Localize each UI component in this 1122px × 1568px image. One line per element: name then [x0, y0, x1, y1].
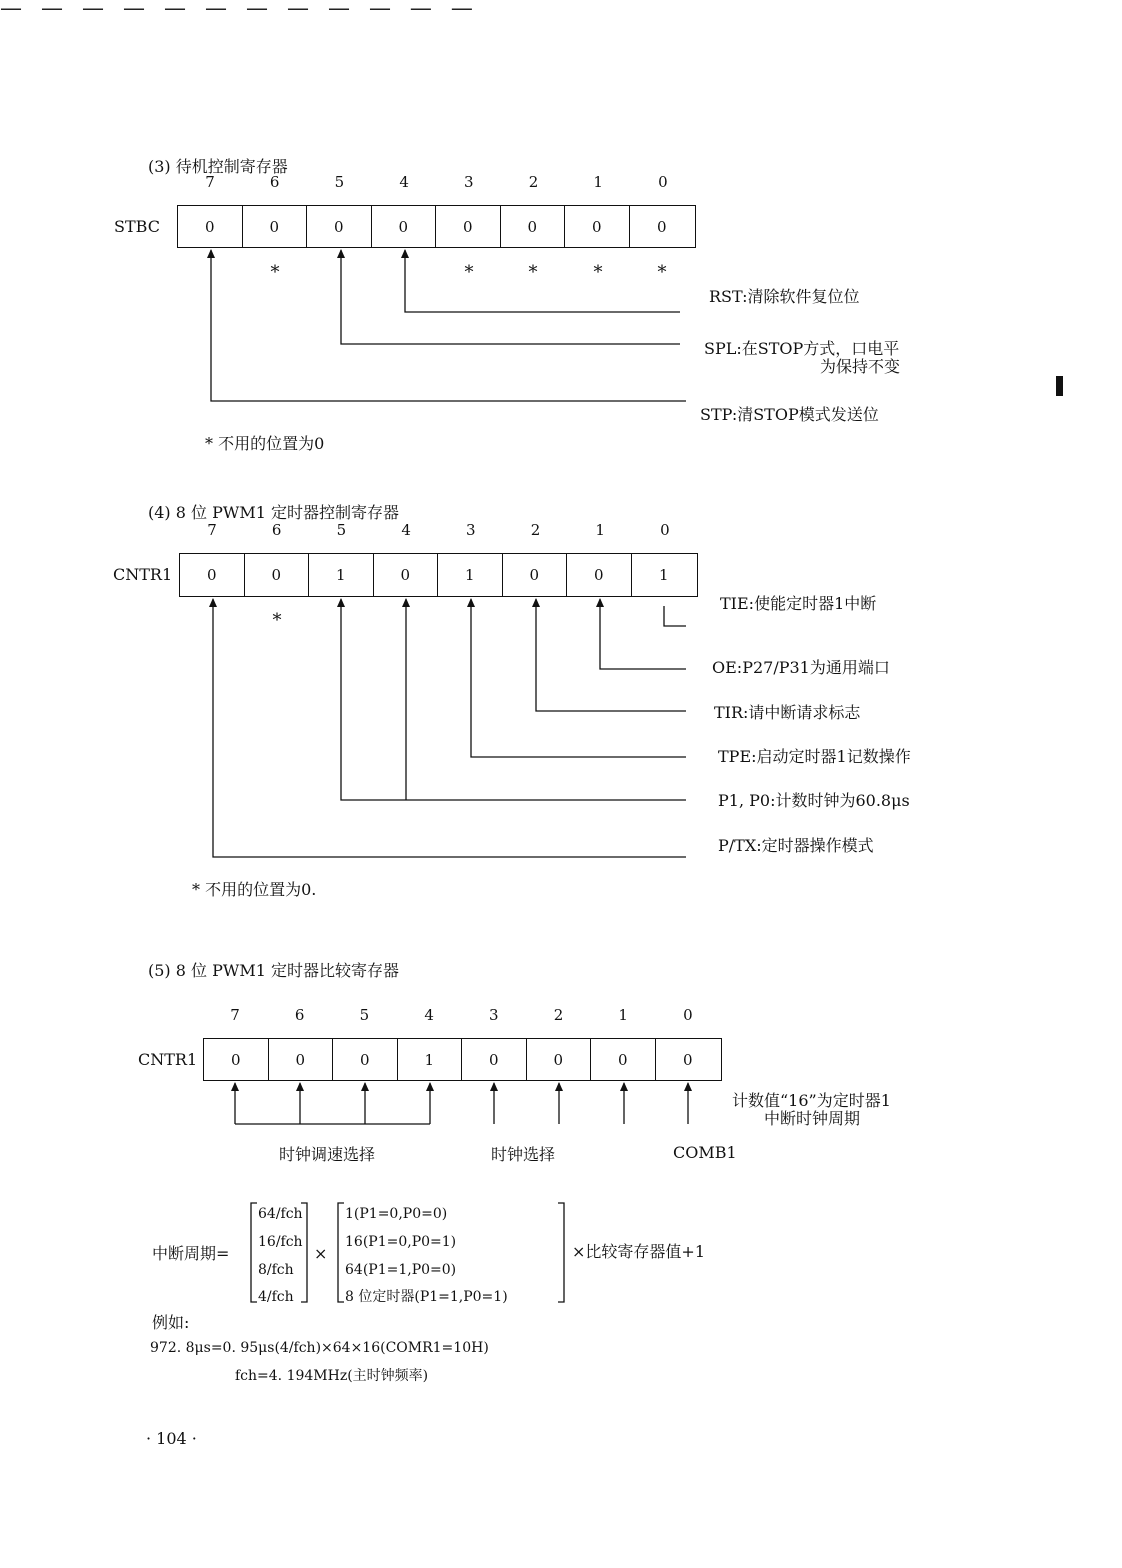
matrix2-row2: 16(P1=0,P0=1): [345, 1234, 457, 1250]
example-label: 例如:: [152, 1313, 190, 1332]
stbc-stp-label: STP:清STOP模式发送位: [700, 405, 879, 424]
cntr1-bit0: 1: [658, 566, 669, 584]
comp-bit0: 0: [682, 1050, 693, 1069]
section4-bit-number: 6: [271, 521, 282, 539]
section4-bit-number: 3: [466, 521, 476, 539]
top-dash-line: — — — — — — — — — — — —: [0, 0, 479, 21]
stbc-bit4: 0: [372, 206, 437, 247]
section4-bit-number: 1: [595, 521, 605, 539]
matrix2-row1: 1(P1=0,P0=0): [345, 1206, 448, 1222]
section3-bit-number: 3: [464, 173, 474, 191]
section4-title: (4) 8 位 PWM1 定时器控制寄存器: [148, 503, 399, 522]
section5-comb-label: COMB1: [673, 1143, 737, 1162]
section3-star-bit0: *: [657, 262, 667, 283]
cntr1-tir-label: TIR:请中断请求标志: [714, 703, 861, 722]
section5-bit-number: 2: [553, 1006, 564, 1024]
section3-bit-number: 2: [528, 173, 539, 191]
section3-register-name: STBC: [114, 217, 160, 236]
example-line1: 972. 8μs=0. 95μs(4/fch)×64×16(COMR1=10H): [150, 1340, 489, 1356]
section5-clock-select-label: 时钟选择: [491, 1145, 556, 1164]
section3-bit-number: 0: [658, 173, 668, 191]
comp-bit7: 0: [204, 1039, 269, 1080]
section5-bit-number: 0: [683, 1006, 693, 1024]
stbc-bit2: 0: [501, 206, 566, 247]
section5-bit-number: 1: [618, 1006, 628, 1024]
section5-bit-number: 6: [294, 1006, 305, 1024]
comp-bit1: 0: [591, 1039, 656, 1080]
section4-bit-number: 2: [530, 521, 541, 539]
stbc-bit0: 0: [656, 217, 667, 236]
section3-bit-number: 6: [269, 173, 280, 191]
section4-bit-number: 5: [336, 521, 347, 539]
matrix1-row2: 16/fch: [258, 1234, 303, 1250]
comp-bit4: 1: [398, 1039, 463, 1080]
section3-title: (3) 待机控制寄存器: [148, 157, 288, 176]
page-number: · 104 ·: [146, 1429, 197, 1448]
section3-star-bit1: *: [593, 262, 603, 283]
section5-clock-speed-label: 时钟调速选择: [279, 1145, 376, 1164]
stbc-bit3: 0: [436, 206, 501, 247]
cntr1-bit6: 0: [245, 554, 310, 596]
stbc-rst-label: RST:清除软件复位位: [709, 287, 860, 306]
stbc-spl-label-line1: SPL:在STOP方式，口电平: [704, 339, 900, 358]
stbc-bit1: 0: [565, 206, 630, 247]
cntr1-bit5: 1: [309, 554, 374, 596]
section3-bit-number: 1: [593, 173, 603, 191]
section3-bit-number: 7: [205, 173, 215, 191]
comp-bit2: 0: [527, 1039, 592, 1080]
section3-star-bit6: *: [270, 262, 280, 283]
formula-lhs: 中断周期=: [152, 1244, 230, 1263]
matrix2-row3: 64(P1=1,P0=0): [345, 1262, 457, 1278]
cntr1-tie-label: TIE:使能定时器1中断: [720, 594, 877, 613]
section3-star-bit2: *: [528, 262, 538, 283]
section5-bit-number: 5: [359, 1006, 370, 1024]
section3-note: * 不用的位置为0: [205, 434, 325, 453]
stbc-bit7: 0: [178, 206, 243, 247]
section5-bit-number: 4: [424, 1006, 434, 1024]
section4-star-bit6: *: [272, 610, 282, 631]
cntr1-bit2: 0: [503, 554, 568, 596]
matrix1-row3: 8/fch: [258, 1262, 294, 1278]
cntr1-bit3: 1: [438, 554, 503, 596]
cntr1-oe-label: OE:P27/P31为通用端口: [712, 658, 890, 677]
cntr1-p1p0-label: P1, P0:计数时钟为60.8μs: [718, 791, 910, 810]
cntr1-bit1: 0: [567, 554, 632, 596]
section3-bit-number: 5: [334, 173, 345, 191]
section5-bit-number: 3: [489, 1006, 499, 1024]
section4-register-name: CNTR1: [113, 565, 173, 584]
section4-bit-number: 7: [207, 521, 217, 539]
section3-star-bit3: *: [464, 262, 474, 283]
matrix2-row4: 8 位定时器(P1=1,P0=1): [345, 1289, 508, 1305]
section5-register-name: CNTR1: [138, 1050, 198, 1069]
cntr1-bit4: 0: [374, 554, 439, 596]
stbc-bit6: 0: [243, 206, 308, 247]
cntr1-tpe-label: TPE:启动定时器1记数操作: [718, 747, 911, 766]
comp-bit3: 0: [462, 1039, 527, 1080]
matrix1-row1: 64/fch: [258, 1206, 303, 1222]
stbc-bit5: 0: [307, 206, 372, 247]
section4-bit-number: 4: [401, 521, 411, 539]
formula-times: ×: [314, 1244, 328, 1263]
matrix1-row4: 4/fch: [258, 1289, 294, 1305]
comp-bit6: 0: [269, 1039, 334, 1080]
section5-count-label-line1: 计数值“16”为定时器1: [732, 1091, 891, 1110]
comp-bit5: 0: [333, 1039, 398, 1080]
example-line2: fch=4. 194MHz(主时钟频率): [235, 1368, 429, 1384]
stbc-spl-label-line2: 为保持不变: [820, 357, 901, 376]
cntr1-ptx-label: P/TX:定时器操作模式: [718, 836, 874, 855]
cntr1-bit7: 0: [180, 554, 245, 596]
section4-bit-number: 0: [660, 521, 670, 539]
section5-title: (5) 8 位 PWM1 定时器比较寄存器: [148, 961, 399, 980]
section3-bit-number: 4: [399, 173, 409, 191]
section5-count-label-line2: 中断时钟周期: [764, 1109, 861, 1128]
section5-bit-number: 7: [230, 1006, 240, 1024]
formula-rhs: ×比较寄存器值+1: [572, 1242, 705, 1261]
section4-note: * 不用的位置为0.: [192, 880, 317, 899]
